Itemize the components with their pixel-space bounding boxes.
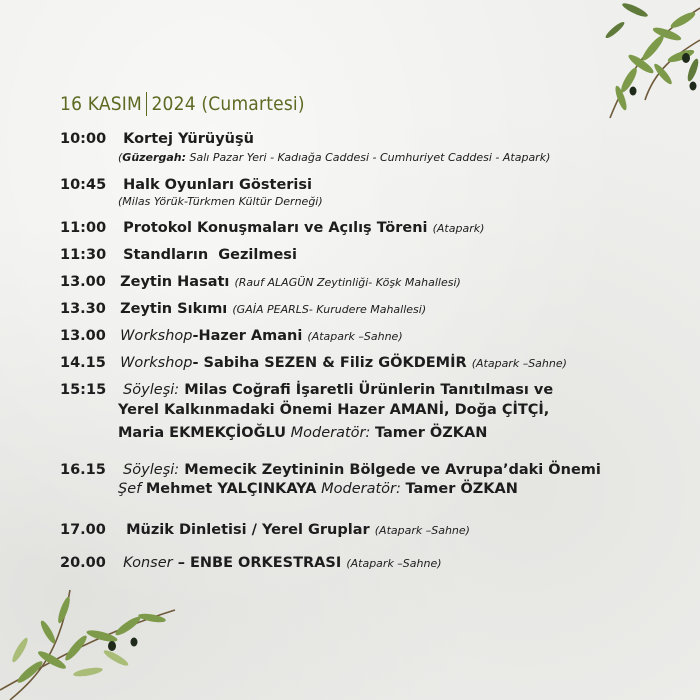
schedule-location: (Atapark –Sahne): [307, 330, 403, 343]
schedule-row: [60, 379, 553, 398]
schedule-title: Zeytin Sıkımı: [120, 301, 228, 317]
schedule-row: [60, 244, 297, 263]
schedule-continuation: Yerel Kalkınmadaki Önemi Hazer AMANİ, Doğa ÇİTÇİ,: [118, 402, 550, 418]
schedule-row: [60, 325, 403, 344]
schedule-type: Söyleşi:: [123, 462, 180, 478]
schedule-location: (Atapark –Sahne): [346, 557, 442, 570]
schedule-location: (GAİA PEARLS- Kurudere Mahallesi): [232, 303, 427, 316]
moderator-label: Moderatör:: [321, 481, 401, 497]
schedule-title: Zeytin Hasatı: [120, 274, 230, 290]
schedule-title: - Sabiha SEZEN & Filiz GÖKDEMİR: [192, 355, 467, 371]
schedule-type: Konser: [123, 555, 173, 571]
schedule-row: [60, 174, 312, 193]
schedule-title: Kortej Yürüyüşü: [123, 131, 254, 147]
date-divider: [146, 92, 148, 116]
schedule-location: (Atapark –Sahne): [374, 524, 470, 537]
olive-branch-bottom: [0, 580, 180, 700]
schedule-location: (Atapark): [432, 222, 485, 235]
schedule-time: 11:30: [60, 247, 107, 263]
schedule-subtitle: (Milas Yörük-Türkmen Kültür Derneği): [118, 195, 323, 208]
schedule-time: 11:00: [60, 220, 107, 236]
schedule-row: [60, 552, 442, 571]
moderator-label: Moderatör:: [290, 425, 371, 441]
schedule-time: 13.00: [60, 274, 106, 290]
schedule-subtitle: (Güzergah: Salı Pazar Yeri - Kadıağa Caddesi - Cumhuriyet Caddesi - Atapark): [118, 151, 551, 164]
speaker-name: Maria EKMEKÇİOĞLU: [118, 425, 286, 441]
schedule-location: (Atapark –Sahne): [471, 357, 567, 370]
date-header: [60, 92, 305, 116]
olive-branch-top: [555, 0, 700, 125]
schedule-time: 17.00: [60, 522, 106, 538]
schedule-time: 13.30: [60, 301, 106, 317]
schedule-row: [60, 352, 567, 371]
schedule-location: (Rauf ALAGÜN Zeytinliği- Köşk Mahallesi): [234, 276, 461, 289]
speaker-name: Mehmet YALÇINKAYA: [145, 481, 317, 497]
schedule-type: Söyleşi:: [123, 382, 180, 398]
schedule-title: Memecik Zeytininin Bölgede ve Avrupa’daki Önemi: [184, 462, 601, 478]
schedule-title: Müzik Dinletisi / Yerel Gruplar: [126, 522, 370, 538]
schedule-row: [60, 128, 254, 147]
schedule-time: 15:15: [60, 382, 107, 398]
schedule-time: 13.00: [60, 328, 106, 344]
schedule-continuation: Şef Mehmet YALÇINKAYA Moderatör: Tamer ÖZKAN: [118, 481, 518, 497]
schedule-time: 14.15: [60, 355, 106, 371]
moderator-name: Tamer ÖZKAN: [374, 425, 488, 441]
schedule-title: Halk Oyunları Gösterisi: [123, 177, 313, 193]
schedule-title: Protokol Konuşmaları ve Açılış Töreni: [123, 220, 428, 236]
moderator-name: Tamer ÖZKAN: [405, 481, 518, 497]
schedule-title: Standların Gezilmesi: [123, 247, 297, 263]
schedule-title: Milas Coğrafi İşaretli Ürünlerin Tanıtılması ve: [184, 382, 554, 398]
schedule-continuation: [118, 425, 487, 441]
schedule-row: [60, 519, 470, 538]
schedule-time: 16.15: [60, 462, 106, 478]
schedule-row: [60, 298, 426, 317]
schedule-type: Workshop: [120, 355, 193, 371]
schedule-title: – ENBE ORKESTRASI: [177, 555, 342, 571]
schedule-time: 10:45: [60, 177, 107, 193]
date-day: 16 KASIM: [60, 93, 142, 115]
date-year: 2024 (Cumartesi): [151, 93, 305, 115]
schedule-time: 10:00: [60, 131, 107, 147]
schedule-title: -Hazer Amani: [192, 328, 303, 344]
schedule-time: 20.00: [60, 555, 106, 571]
schedule-type: Workshop: [120, 328, 193, 344]
schedule-row: [60, 217, 484, 236]
schedule-row: [60, 271, 461, 290]
schedule-row: [60, 459, 601, 478]
